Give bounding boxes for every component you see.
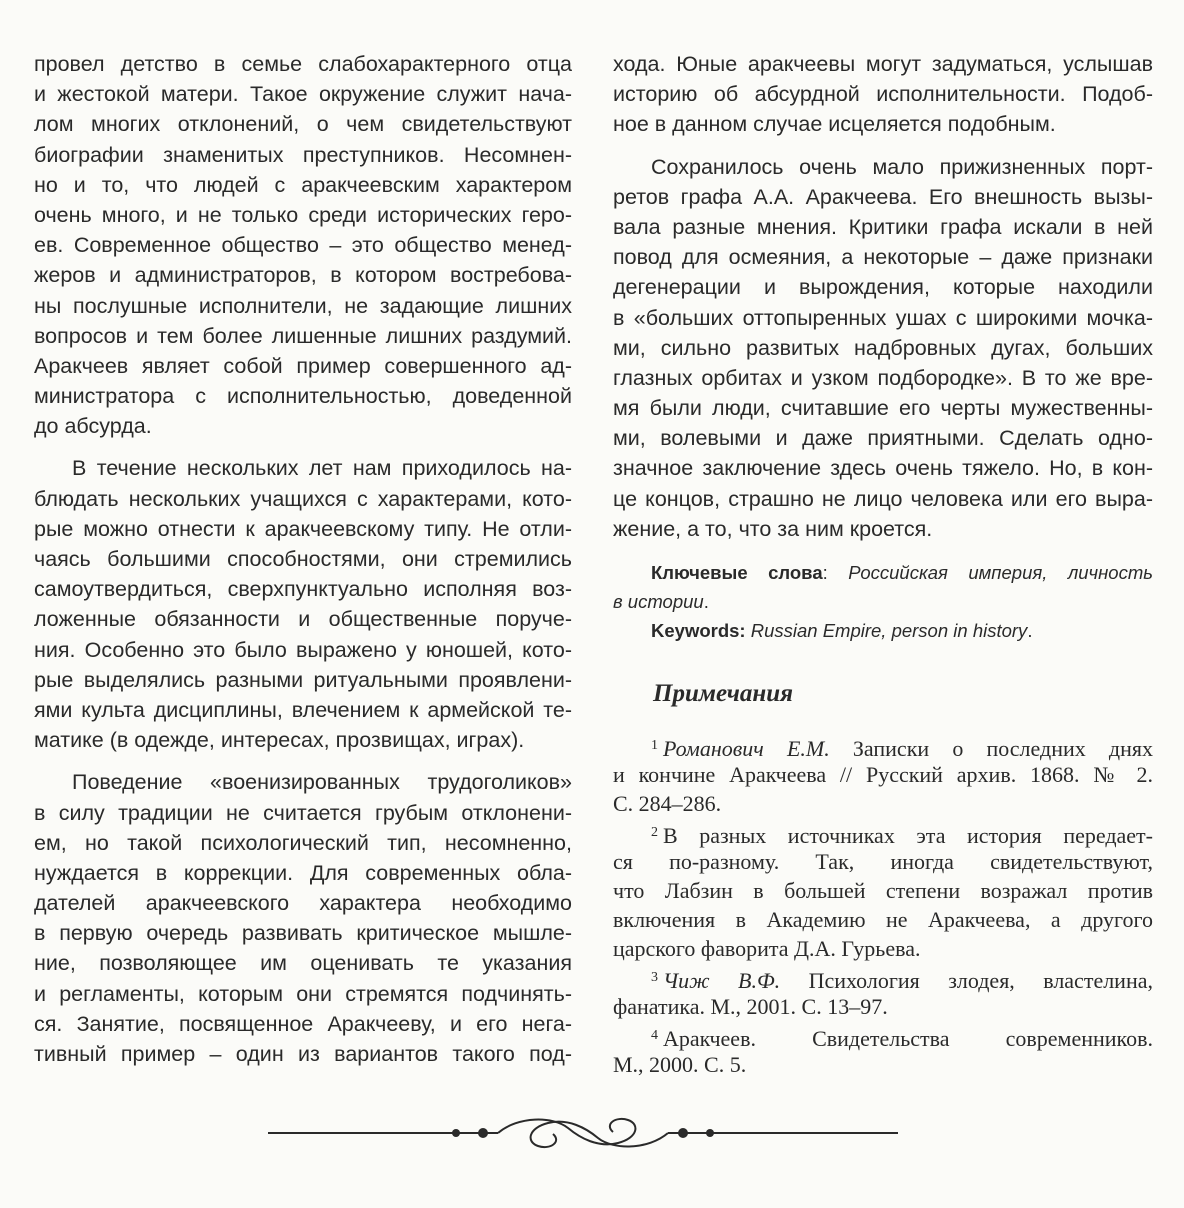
keywords-en-text: Russian Empire, person in history [750,620,1028,641]
keywords-ru-line: Ключевые слова: Российская империя, личность [651,562,1153,583]
note-line: и кончине Аракчеева // Русский архив. 1868. № 2. [613,762,1153,787]
text-line: В течение нескольких лет нам приходилось на- [72,456,572,481]
note-item [613,1021,1153,1079]
note-line: $^4$ Аракчеев. Свидетельства современников. [651,1026,1153,1051]
text-line: до абсурда. [34,414,152,439]
text-line: Поведение «военизированных трудоголиков» [72,770,572,795]
text-line: Аракчеев являет собой пример совершенного ад- [34,353,572,378]
text-line: вала разные мнения. Критики графа искали в ней [613,214,1153,239]
text-line: жеров и администраторов, в котором востребова- [34,263,572,288]
text-line: ем, но такой психологический тип, несомненно, [34,830,572,855]
paragraph [613,49,1153,140]
paragraph [34,767,572,1069]
note-line: $^2$ В разных источниках эта история передает- [651,823,1153,848]
text-line: глазных орбитах и узком подбородке». В то же вре- [613,365,1153,390]
text-line: очень много, и не только среди исторических геро- [34,202,572,227]
note-line: что Лабзин в большей степени возражал против [613,878,1153,903]
text-line: Сохранилось очень мало прижизненных порт- [651,154,1153,179]
text-line: жение, а то, что за ним кроется. [613,516,933,541]
left-column [34,49,572,1069]
note-line: $^3$ Чиж В.Ф. Психология злодея, властелина, [651,968,1153,993]
text-line: и жестокой матери. Такое окружение служит нача- [34,82,572,107]
text-line: лом многих отклонений, о чем свидетельствуют [34,112,572,137]
text-line: историю об абсурдной исполнительности. Подоб- [613,82,1153,107]
note-number: 1 [651,738,658,753]
text-line: рые можно отнести к аракчеевскому типу. Не отли- [34,516,572,541]
text-line: рые выделялись разными ритуальными проявлени- [34,667,572,692]
note-line: фанатика. М., 2001. С. 13–97. [613,994,888,1019]
text-line: биографии знаменитых преступников. Несомнен- [34,142,572,167]
text-line: ми, волевыми и даже приятными. Сделать одно- [613,426,1153,451]
text-line: чаясь большими способностями, они стремились [34,547,572,571]
text-line: ретов графа А.А. Аракчеева. Его внешность вызы- [613,184,1153,209]
text-line: дегенерации и вырождения, которые находили [613,275,1153,300]
note-line: $^1$ Романович Е.М. Записки о последних днях [651,736,1153,761]
text-line: в «больших оттопыренных ушах с широкими мочка- [613,305,1153,330]
decorative-ornament-icon [268,1108,898,1158]
text-line: ев. Современное общество – это общество менед- [34,233,572,258]
text-line: вопросов и тем более лишенные лишних раздумий. [34,323,572,348]
text-line: тивный пример – один из вариантов такого под- [34,1042,572,1066]
text-line: це концов, страшно не лицо человека или его выра- [613,486,1153,511]
note-line: М., 2000. С. 5. [613,1052,747,1077]
text-line: министратора с исполнительностью, доведенной [34,384,572,409]
keywords-en-label: Keywords: [651,620,746,641]
text-line: матике (в одежде, интересах, прозвищах, играх). [34,728,525,753]
text-line: в первую очередь развивать критическое мышле- [34,921,572,946]
note-line: царского фаворита Д.А. Гурьева. [613,936,921,961]
note-line: включения в Академию не Аракчеева, а другого [613,907,1153,932]
note-number: 2 [651,825,658,840]
text-line: ми, сильно развитых надбровных дугах, больших [613,335,1153,360]
keywords-ru-label: Ключевые слова [651,562,823,583]
text-line: значное заключение здесь очень тяжело. Но, в кон- [613,456,1153,481]
text-line: повод для осмеяния, а некоторые – даже признаки [613,245,1153,270]
text-line: мя были люди, считавшие его черты мужественны- [613,396,1153,421]
keywords-block [613,558,1153,645]
text-line: блюдать нескольких учащихся с характерами, кото- [34,486,572,511]
text-line: ложенные обязанности и общественные поруче- [34,607,572,632]
notes-heading: Примечания [653,680,794,707]
text-line: самоутвердиться, сверхпунктуально исполняя воз- [34,577,572,602]
text-line: дателей аракчеевского характера необходимо [34,891,572,916]
note-line: ся по-разному. Так, иногда свидетельствуют, [613,849,1153,874]
text-line: но и то, что людей с аракчеевским характером [34,172,572,197]
note-number: 4 [651,1028,658,1043]
keywords-ru-line: в истории. [613,591,709,612]
text-line: ное в данном случае исцеляется подобным. [613,112,1056,137]
note-item [613,818,1153,963]
text-line: ся. Занятие, посвященное Аракчееву, и его нега- [34,1011,572,1036]
note-author: Романович Е.М. [663,736,830,761]
text-line: и регламенты, которым они стремятся подчинять- [34,981,572,1006]
note-item [613,731,1153,818]
text-line: ны послушные исполнители, не задающие лишних [34,293,572,318]
note-line: С. 284–286. [613,791,722,816]
paragraph [34,453,572,755]
note-item [613,963,1153,1021]
paragraph [613,152,1153,544]
text-line: ями культа дисциплины, влечением к армейской те- [34,697,572,722]
text-line: в силу традиции не считается грубым отклонени- [34,800,572,825]
text-line: хода. Юные аракчеевы могут задуматься, услышав [613,52,1153,76]
text-line: нуждается в коррекции. Для современных обла- [34,860,572,885]
keywords-ru-text: Российская империя, личность [848,562,1153,583]
text-line: провел детство в семье слабохарактерного отца [34,52,572,76]
paragraph [34,49,572,441]
note-number: 3 [651,970,658,985]
text-line: ние, позволяющее им оценивать те указания [34,951,572,976]
text-line: ния. Особенно это было выражено у юношей, кото- [34,637,572,662]
keywords-en-line: Keywords: Russian Empire, person in history. [651,620,1033,641]
right-column [613,49,1153,1079]
notes-list [613,731,1153,1079]
note-author: Чиж В.Ф. [663,968,781,993]
